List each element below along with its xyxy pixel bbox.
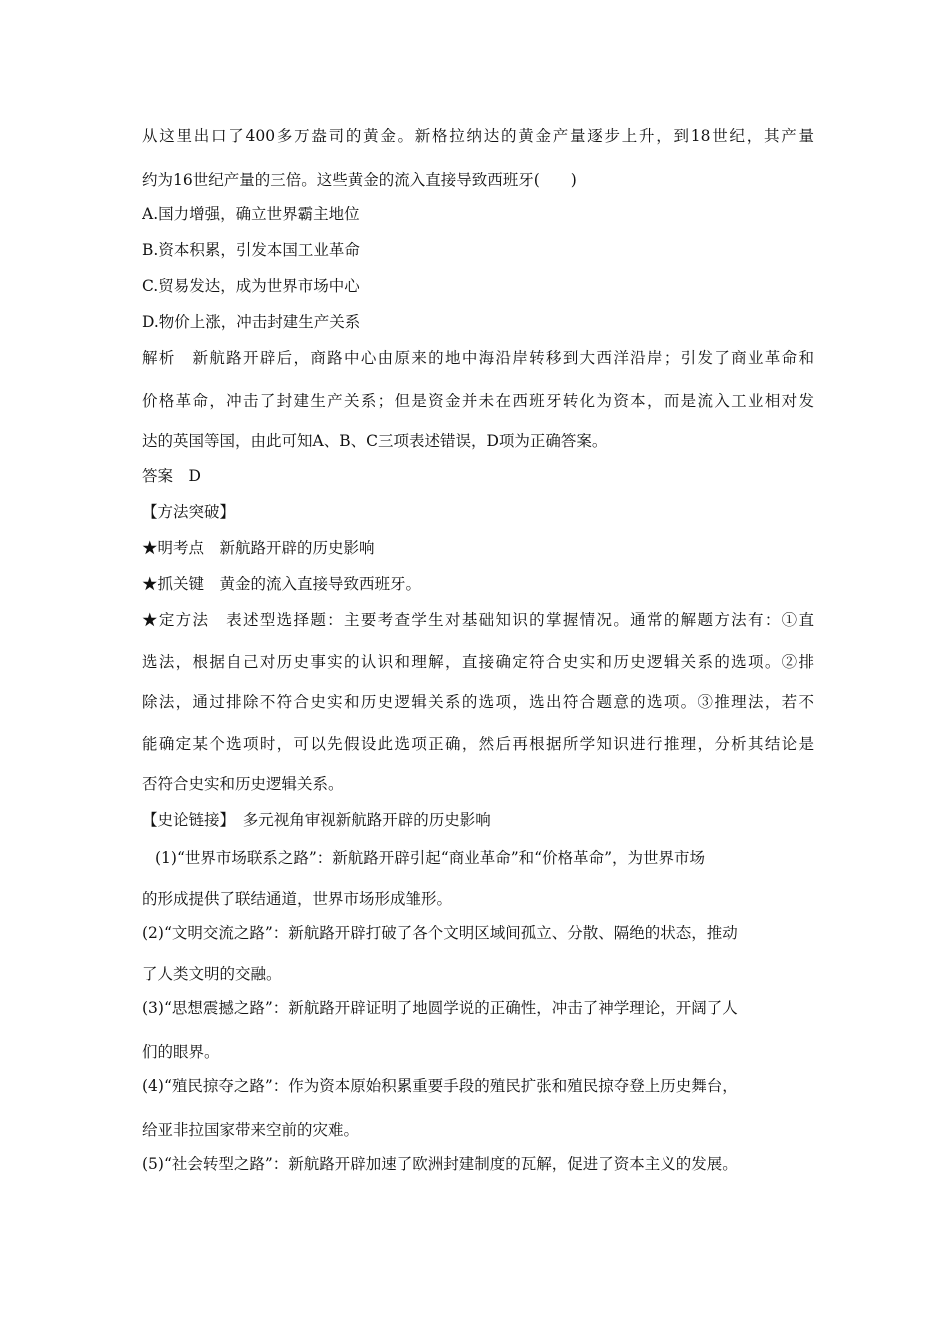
option-b: B.资本积累，引发本国工业革命: [142, 241, 360, 259]
method-approach-line-5: 否符合史实和历史逻辑关系。: [142, 775, 344, 793]
link-heading: 【史论链接】 多元视角审视新航路开辟的历史影响: [142, 811, 491, 829]
option-d: D.物价上涨，冲击封建生产关系: [142, 313, 361, 331]
analysis-line-3: 达的英国等国，由此可知A、B、C三项表述错误，D项为正确答案。: [142, 432, 608, 450]
link-item-1-line-1: (1)“世界市场联系之路”：新航路开辟引起“商业革命”和“价格革命”，为世界市场: [155, 849, 706, 867]
analysis-line-1: 解析 新航路开辟后，商路中心由原来的地中海沿岸转移到大西洋沿岸；引发了商业革命和: [142, 349, 814, 367]
method-approach-line-1: ★定方法 表述型选择题：主要考查学生对基础知识的掌握情况。通常的解题方法有：①直: [142, 611, 814, 629]
answer-line: 答案 D: [142, 467, 201, 485]
method-key: ★抓关键 黄金的流入直接导致西班牙。: [142, 575, 422, 593]
method-approach-line-2: 选法，根据自己对历史事实的认识和理解，直接确定符合史实和历史逻辑关系的选项。②排: [142, 653, 814, 671]
link-item-5-line-1: (5)“社会转型之路”：新航路开辟加速了欧洲封建制度的瓦解，促进了资本主义的发展。: [142, 1155, 738, 1173]
option-a: A.国力增强，确立世界霸主地位: [142, 205, 360, 223]
link-item-4-line-2: 给亚非拉国家带来空前的灾难。: [142, 1121, 360, 1139]
link-item-2-line-1: (2)“文明交流之路”：新航路开辟打破了各个文明区域间孤立、分散、隔绝的状态，推动: [142, 924, 738, 942]
method-approach-line-3: 除法，通过排除不符合史实和历史逻辑关系的选项，选出符合题意的选项。③推理法，若不: [142, 693, 814, 711]
analysis-line-2: 价格革命，冲击了封建生产关系；但是资金并未在西班牙转化为资本，而是流入工业相对发: [142, 392, 814, 410]
option-c: C.贸易发达，成为世界市场中心: [142, 277, 360, 295]
method-approach-line-4: 能确定某个选项时，可以先假设此选项正确，然后再根据所学知识进行推理，分析其结论是: [142, 735, 814, 753]
link-item-3-line-1: (3)“思想震撼之路”：新航路开辟证明了地圆学说的正确性，冲击了神学理论，开阔了人: [142, 999, 738, 1017]
link-item-3-line-2: 们的眼界。: [142, 1043, 220, 1061]
method-point: ★明考点 新航路开辟的历史影响: [142, 539, 375, 557]
link-item-2-line-2: 了人类文明的交融。: [142, 965, 282, 983]
link-item-1-line-2: 的形成提供了联结通道，世界市场形成雏形。: [142, 890, 453, 908]
link-item-4-line-1: (4)“殖民掠夺之路”：作为资本原始积累重要手段的殖民扩张和殖民掠夺登上历史舞台，: [142, 1077, 738, 1095]
question-stem-line-1: 从这里出口了400多万盎司的黄金。新格拉纳达的黄金产量逐步上升，到18世纪，其产量: [142, 127, 814, 145]
method-heading: 【方法突破】: [142, 503, 236, 521]
question-stem-line-2: 约为16世纪产量的三倍。这些黄金的流入直接导致西班牙( ): [142, 171, 577, 189]
